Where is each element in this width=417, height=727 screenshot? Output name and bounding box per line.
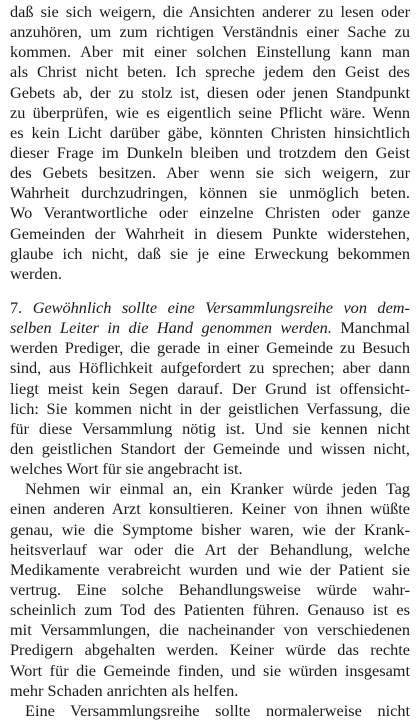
text-line: liegt meist kein Segen darauf. Der Grund ist offensicht- [10, 378, 410, 398]
text-line: glaube ich nicht, daß sie je eine Erweckung bekommen [10, 243, 410, 263]
text-line: kommen. Aber mit einer solchen Einstellung kann man [10, 42, 410, 62]
text-line: Medikamente verabreicht wurden und wie der Patient sie [10, 559, 410, 579]
text-line: werden Prediger, die gerade in einer Gemeinde zu Besuch [10, 338, 410, 358]
italic-heading: selben Leiter in die Hand genommen werden. [10, 318, 332, 338]
text-line: für diese Versammlung nötig ist. Und sie kennen nicht [10, 418, 410, 438]
item-number: 7. [10, 298, 23, 317]
text-line: Wort für die Gemeinde finden, und sie würden insgesamt [10, 660, 410, 680]
text-line: Wahrheit durchzudringen, können sie unmöglich beten. [10, 183, 410, 203]
italic-heading: Gewöhnlich sollte eine Versammlungsreihe von dem- [32, 298, 410, 317]
text-line: des Gebets besitzen. Aber wenn sie sich weigern, zur [10, 163, 410, 183]
document-page [10, 0, 410, 727]
text-line: Gebets ab, der zu stolz ist, diesen oder jenen Standpunkt [10, 82, 410, 102]
text-line: Wo Verantwortliche oder einzelne Christen oder ganze [10, 203, 410, 223]
numbered-heading-line [10, 318, 410, 338]
text-line: Eine Versammlungsreihe sollte normalerweise nicht [25, 700, 410, 720]
text-run: Manchmal [331, 318, 410, 338]
text-line: welches Wort für sie angebracht ist. [10, 459, 243, 479]
text-line: scheinlich zum Tod des Patienten führen. Genauso ist es [10, 600, 410, 620]
text-line: den geistlichen Standort der Gemeinde und wissen nicht, [10, 439, 410, 458]
text-line: mit Versammlungen, die nacheinander von verschiedenen [10, 620, 410, 640]
text-line: daß sie sich weigern, die Ansichten anderer zu lesen oder [10, 2, 410, 21]
text-line: Nehmen wir einmal an, ein Kranker würde jeden Tag [25, 479, 410, 499]
text-line: lich: Sie kommen nicht in der geistlichen Verfassung, die [10, 398, 410, 418]
text-line: es kein Licht darüber gäbe, könnten Christen hinsichtlich [10, 122, 410, 142]
text-line: einen anderen Arzt konsultieren. Keiner von ihnen wüßte [10, 499, 410, 519]
text-line: heitsverlauf war oder die Art der Behandlung, welche [10, 539, 410, 559]
text-line: werden. [10, 263, 62, 283]
text-line: genau, wie die Symptome bisher waren, wie der Krank- [10, 519, 410, 539]
text-line: dieser Frage im Dunkeln bleiben und trotzdem den Geist [10, 143, 410, 162]
text-line: sind, aus Höflichkeit aufgefordert zu sprechen; aber dann [10, 358, 410, 378]
text-line: mehr Schaden anrichten als helfen. [10, 680, 239, 700]
text-line: Gemeinden der Wahrheit in diesem Punkte widerstehen, [10, 223, 410, 243]
text-line: Predigern abgehalten werden. Keiner würde das rechte [10, 640, 410, 660]
text-line: zu überprüfen, wie es eigentlich seine Pflicht wäre. Wenn [10, 102, 410, 122]
text-line: anzuhören, um zum richtigen Verständnis einer Sache zu [10, 22, 410, 42]
text-line: vertrug. Eine solche Behandlungsweise würde wahr- [10, 580, 410, 599]
text-line: als Christ nicht beten. Ich spreche jedem den Geist des [10, 62, 410, 82]
numbered-heading-line [10, 298, 410, 318]
